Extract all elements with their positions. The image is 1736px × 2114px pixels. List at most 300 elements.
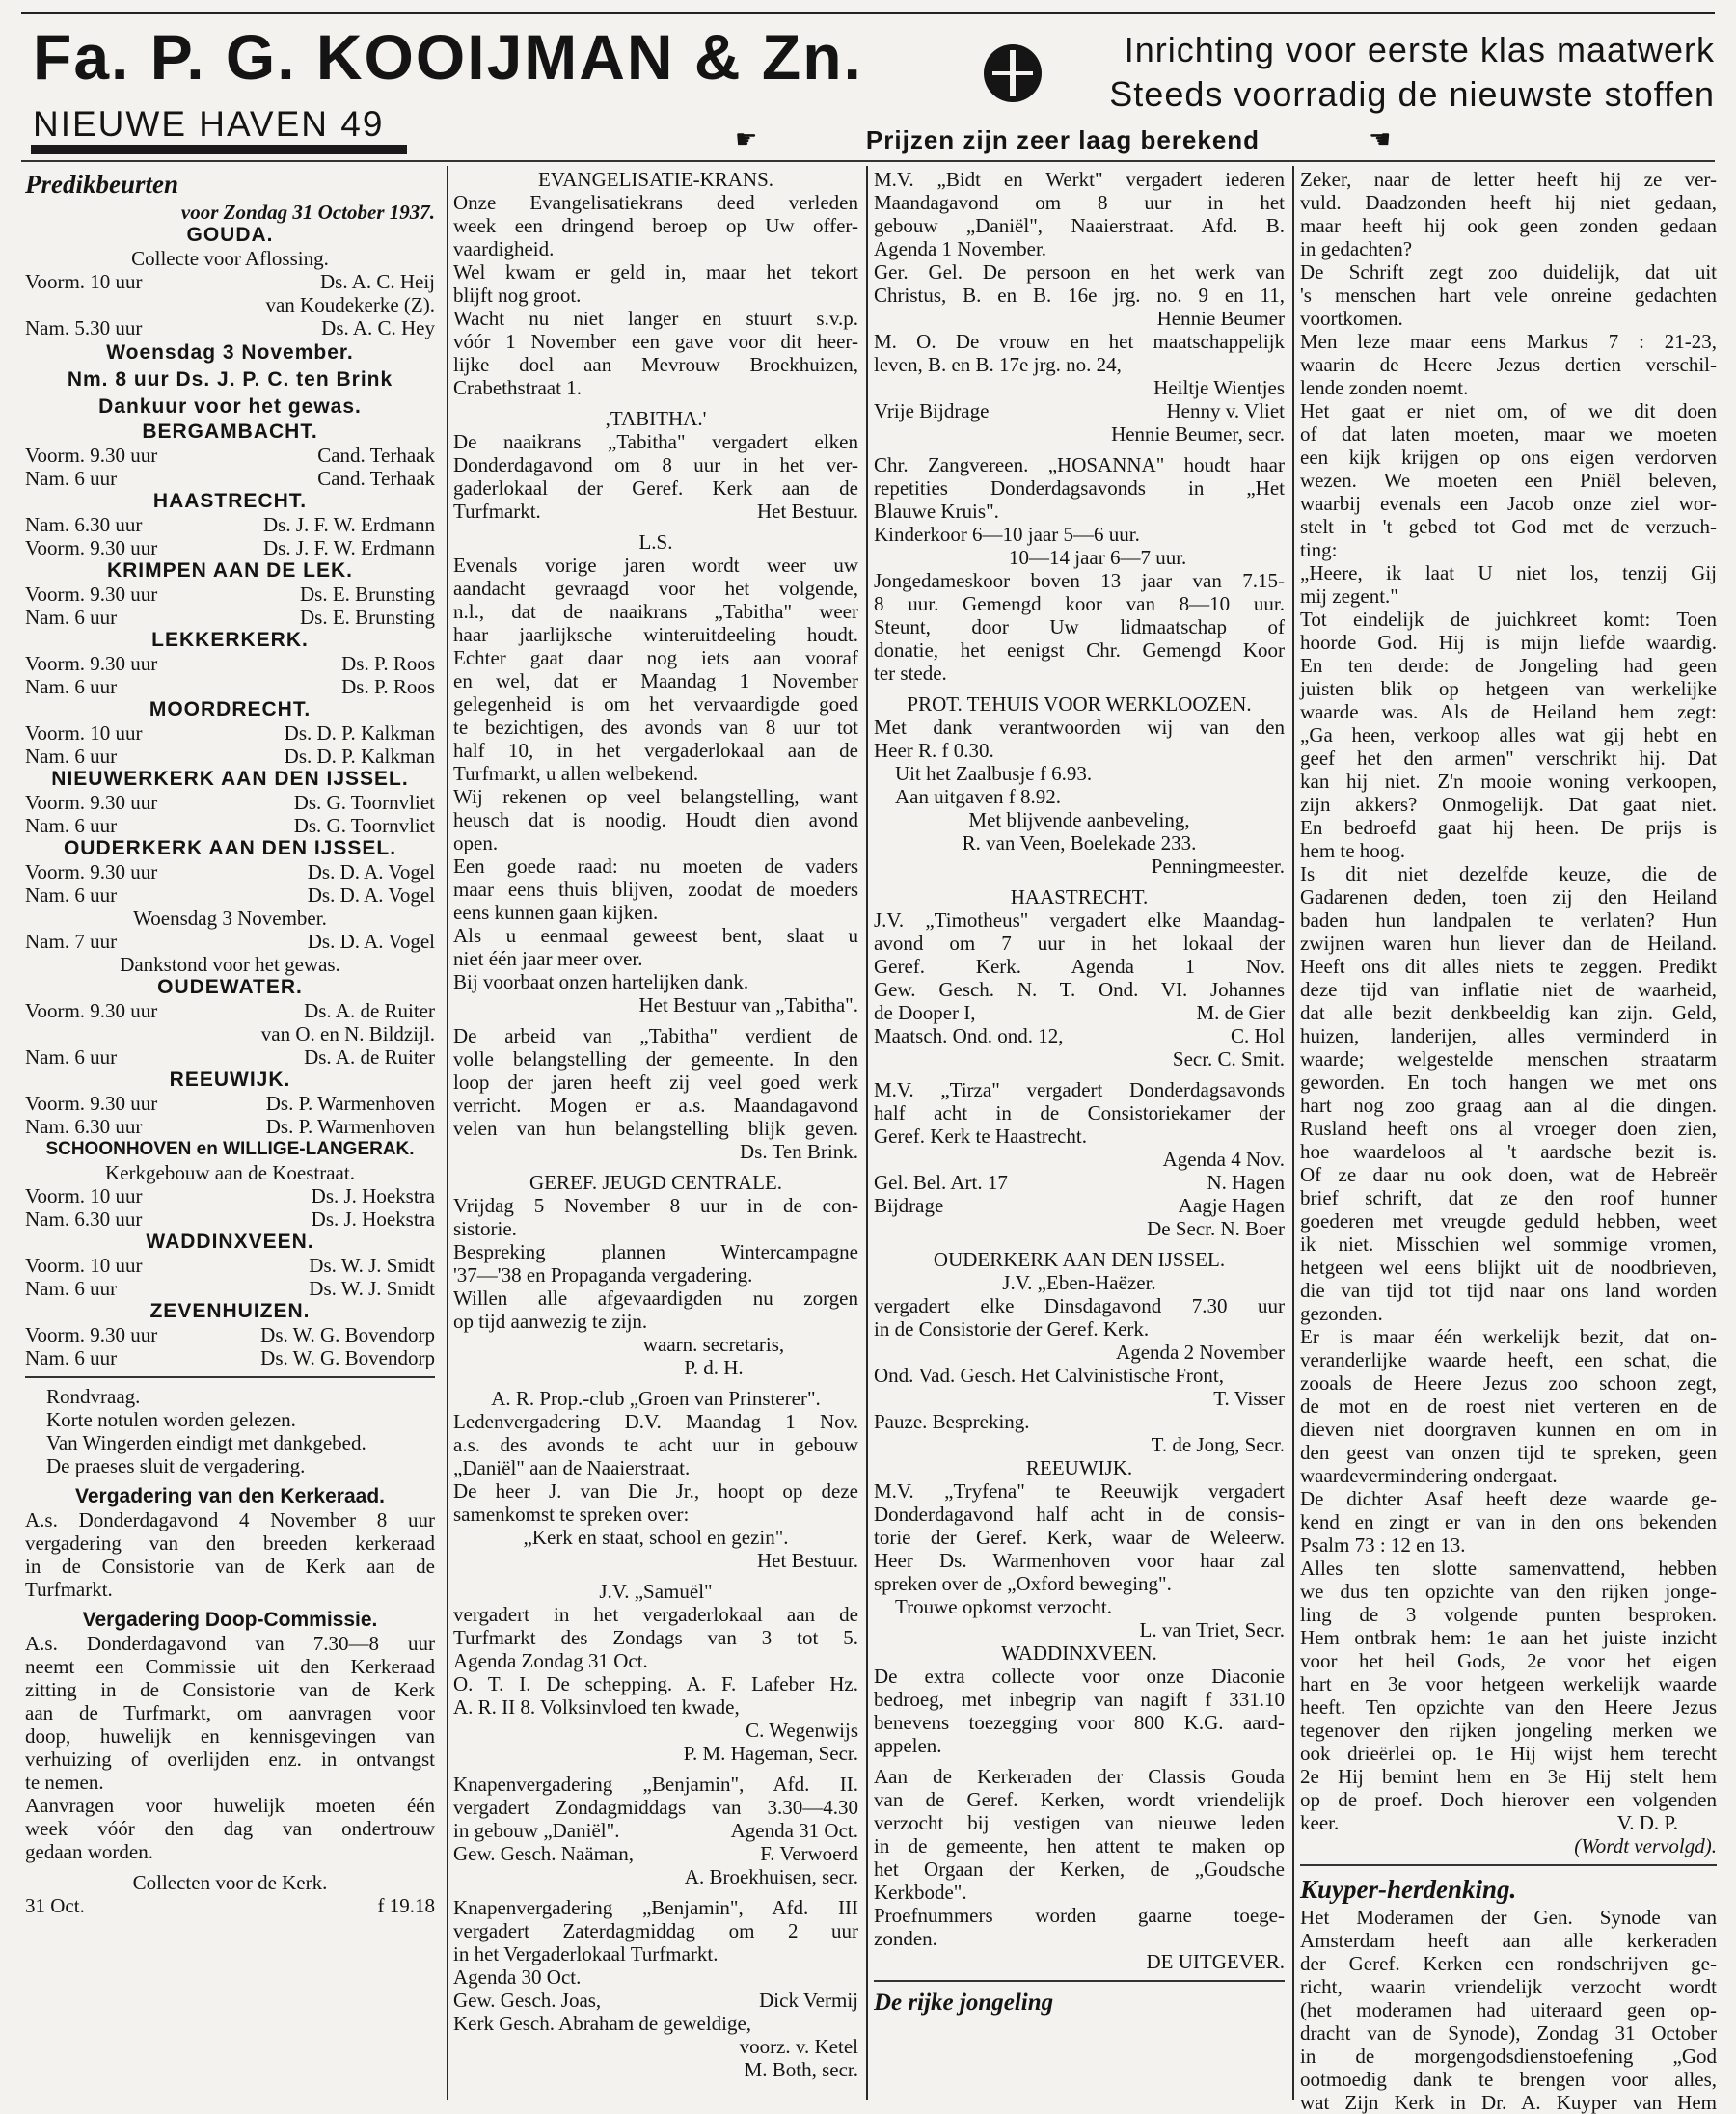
note-line: Van Wingerden eindigt met dankgebed. — [46, 1431, 366, 1454]
text-line: Geref. Kerk. Agenda 1 Nov. — [874, 955, 1285, 978]
text-line: vergadert elke Dinsdagavond 7.30 uur — [874, 1294, 1285, 1317]
service-row: Nam. 6.30 uur Ds. J. F. W. Erdmann — [25, 513, 435, 536]
text-line: appelen. — [874, 1734, 942, 1757]
text-line: dracht van de Synode), Zondag 31 October — [1300, 2021, 1717, 2045]
schedule-date: voor Zondag 31 October 1937. — [180, 201, 435, 224]
text-line: Agenda Zondag 31 Oct. — [453, 1649, 648, 1672]
text-line: Het gaat er niet om, of we dit doen — [1300, 399, 1717, 422]
service-row: Nam. 6 uur Ds. W. J. Smidt — [25, 1277, 435, 1300]
text-line: En bedroefd gaat hij heen. De prijs is — [1300, 816, 1717, 839]
article-signature-row: keer. V. D. P. — [1300, 1811, 1678, 1834]
section-divider — [1300, 1864, 1717, 1866]
text-line: Gew. Gesch. N. T. Ond. VI. Johannes — [874, 978, 1285, 1001]
signature: L. van Triet, Secr. — [1139, 1618, 1285, 1641]
text-line: die van tijd tot tijd naar ons land worden — [1300, 1279, 1717, 1302]
note-line: Korte notulen worden gelezen. — [46, 1408, 296, 1431]
text-line: De dichter Asaf heeft deze waarde ge- — [1300, 1487, 1717, 1510]
subheading: J.V. „Eben-Haëzer. — [1002, 1271, 1156, 1294]
text-line: waarde; welgestelde menschen straatarm — [1300, 1047, 1717, 1071]
place-heading: ZEVENHUIZEN. — [149, 1300, 311, 1322]
text-line: Agenda 30 Oct. — [453, 1965, 582, 1989]
signature-row: Turfmarkt. Het Bestuur. — [453, 500, 858, 523]
signature: voorz. v. Ketel — [739, 2035, 858, 2058]
text-line: veranderlijke waarde heeft, een schat, die — [1300, 1348, 1717, 1371]
text-line: gedaan worden. — [25, 1840, 153, 1863]
text-line: Heer Ds. Warmenhoven voor haar zal — [874, 1549, 1285, 1572]
service-row: Voorm. 10 uur Ds. A. C. Heij — [25, 270, 435, 293]
text-line: Ond. Vad. Gesch. Het Calvinistische Front, — [874, 1364, 1224, 1387]
text-line: een kijk krijgen op ons eigen verdorven — [1300, 446, 1717, 469]
text-line: a.s. des avonds te acht uur in gebouw — [453, 1433, 858, 1456]
text-line: Steunt, door Uw lidmaatschap of — [874, 615, 1285, 638]
service-row: Nam. 6 uur Cand. Terhaak — [25, 467, 435, 490]
text-line: (het moderamen had uiteraard geen op- — [1300, 1998, 1717, 2021]
service-row: Nam. 6 uur Ds. W. G. Bovendorp — [25, 1346, 435, 1369]
section-divider — [874, 1980, 1285, 1982]
text-line: maar eens thuis blijven, zoodat de moeders — [453, 878, 858, 901]
section-heading: Vergadering van den Kerkeraad. — [75, 1485, 385, 1507]
text-line: volle belangstelling der gemeente. In den — [453, 1047, 858, 1071]
text-line: Rusland heeft ons al vroeger doen zien, — [1300, 1117, 1717, 1140]
service-row: Nam. 6.30 uur Ds. J. Hoekstra — [25, 1207, 435, 1231]
text-line: we dus ten opzichte van den rijken jonge- — [1300, 1580, 1717, 1603]
text-line: samenkomst te spreken over: — [453, 1503, 690, 1526]
text-line: Een goede raad: nu moeten de vaders — [453, 854, 858, 878]
section-heading: A. R. Prop.-club „Groen van Prinsterer". — [491, 1387, 821, 1410]
text-line: Pauze. Bespreking. — [874, 1410, 1030, 1433]
text-line: Kerk Gesch. Abraham de geweldige, — [453, 2012, 752, 2035]
service-note: van Koudekerke (Z). — [265, 293, 435, 316]
text-line: velen van hun belangstelling blijk geven. — [453, 1117, 858, 1140]
text-line: te nemen. — [25, 1771, 104, 1794]
signature: De Secr. N. Boer — [1147, 1217, 1285, 1240]
service-row: Voorm. 10 uur Ds. D. P. Kalkman — [25, 721, 435, 745]
text-line: Donderdagavond om 8 uur in het ver- — [453, 453, 858, 476]
section-heading: WADDINXVEEN. — [1001, 1641, 1157, 1665]
place-heading: OUDEWATER. — [157, 976, 303, 998]
text-line: Amsterdam heeft aan alle kerkeraden — [1300, 1929, 1717, 1952]
text-line: Echter gaat daar nog iets aan vooraf — [453, 646, 858, 669]
text-line: half 10, in het vergaderlokaal aan de — [453, 739, 858, 762]
text-line: gebouw „Daniël", Naaierstraat. Afd. B. — [874, 214, 1285, 237]
text-line: Vrijdag 5 November 8 uur in de con- — [453, 1194, 858, 1217]
signature: Het Bestuur. — [757, 1549, 858, 1572]
signature: Agenda 2 November — [1116, 1341, 1285, 1364]
text-line: baden hun landpalen te verlaten? Hun — [1300, 908, 1717, 932]
text-line: in gedachten? — [1300, 237, 1413, 260]
weekday-heading: Woensdag 3 November. — [106, 341, 354, 364]
text-line: Blauwe Kruis". — [874, 500, 999, 523]
text-line: den geest van onzen tijd te spreken, geen — [1300, 1441, 1717, 1464]
text-line: ting: — [1300, 538, 1338, 561]
text-line: of dat laten moeten, maar we moeten — [1300, 422, 1717, 446]
address-underline — [31, 145, 407, 154]
column-announcements-1 — [453, 168, 858, 2100]
text-line: 's menschen hart vele onreine gedachten — [1300, 284, 1717, 307]
text-line: richt, waarin vriendelijk verzocht wordt — [1300, 1975, 1717, 1998]
place-heading: HAASTRECHT. — [152, 490, 308, 512]
text-line: Geref. Kerk te Haastrecht. — [874, 1125, 1087, 1148]
signature: P. d. H. — [684, 1356, 744, 1379]
text-line: Chr. Zangvereen. „HOSANNA" houdt haar — [874, 453, 1285, 476]
text-line: M. O. De vrouw en het maatschappelijk — [874, 330, 1285, 353]
text-line: Bij voorbaat onzen hartelijken dank. — [453, 970, 749, 993]
text-line: verzocht bij vestigen van nieuwe leden — [874, 1811, 1285, 1834]
place-heading: LEKKERKERK. — [151, 629, 309, 651]
text-line: half acht in de Consistoriekamer der — [874, 1101, 1285, 1125]
text-line: maar heeft hij ook geen zonden gedaan — [1300, 214, 1717, 237]
service-row: Nam. 6 uur Ds. G. Toornvliet — [25, 814, 435, 837]
place-heading: GOUDA. — [186, 224, 274, 246]
text-line: verhuizing of overlijden enz. in ontvangst — [25, 1748, 435, 1771]
text-line: Het Moderamen der Gen. Synode van — [1300, 1906, 1717, 1929]
signature: R. van Veen, Boelekade 233. — [962, 831, 1197, 854]
signature: Secr. C. Smit. — [1172, 1047, 1285, 1071]
text-line: en wel, dat er Maandag 1 November — [453, 669, 858, 692]
text-line: n.l., dat de naaikrans „Tabitha" weer — [453, 600, 858, 623]
text-line: O. T. I. De schepping. A. F. Lafeber Hz. — [453, 1672, 858, 1695]
place-heading: SCHOONHOVEN en WILLIGE-LANGERAK. — [45, 1139, 415, 1159]
article-title: Kuyper-herdenking. — [1300, 1875, 1517, 1904]
text-line: geef het den armen" verschrikt hij. Dat — [1300, 746, 1717, 770]
place-heading: KRIMPEN AAN DE LEK. — [106, 559, 354, 582]
text-line: waarbij evenals een Jacob onze ziel wor- — [1300, 492, 1717, 515]
text-line: De naaikrans „Tabitha" vergadert elken — [453, 430, 858, 453]
service-row: Voorm. 9.30 uur Ds. D. A. Vogel — [25, 860, 435, 883]
signature: Ds. Ten Brink. — [740, 1140, 858, 1163]
text-line: Turfmarkt. — [25, 1578, 113, 1601]
pointing-hand-icon: ☛ — [1368, 125, 1391, 153]
section-title: Predikbeurten — [25, 170, 178, 199]
continued-note: (Wordt vervolgd). — [1574, 1834, 1717, 1857]
text-line: doop, huwelijk en kennisgevingen van — [25, 1724, 435, 1748]
text-line: „Heere, ik laat U niet los, tenzij Gij — [1300, 561, 1717, 584]
text-line: zijn akkers? Onmogelijk. Dat gaat niet. — [1300, 793, 1717, 816]
agenda-row: de Dooper I, M. de Gier — [874, 1001, 1285, 1024]
text-line: De arbeid van „Tabitha" verdient de — [453, 1024, 858, 1047]
weekday-heading: Woensdag 3 November. — [133, 907, 327, 930]
text-line: verricht. Mogen er a.s. Maandagavond — [453, 1094, 858, 1117]
text-line: Trouwe opkomst verzocht. — [895, 1595, 1112, 1618]
text-line: 2e Hij bemint hem en 3e Hij stelt hem — [1300, 1765, 1717, 1788]
signature: Hennie Beumer — [1156, 307, 1285, 330]
text-line: waarin de Heere Jezus dertien verschil- — [1300, 353, 1717, 376]
kuyper-article-body — [1300, 1906, 1717, 2114]
collect-row: 31 Oct. f 19.18 — [25, 1894, 435, 1917]
section-divider — [25, 1376, 435, 1378]
text-line: van de Geref. Kerken, wordt vriendelijk — [874, 1788, 1285, 1811]
text-line: benevens toezegging voor 800 K.G. aard- — [874, 1711, 1285, 1734]
text-line: aan de Turfmarkt, om aanvragen voor — [25, 1701, 435, 1724]
text-line: Knapenvergadering „Benjamin", Afd. III — [453, 1896, 858, 1919]
text-line: in de Consistorie der Geref. Kerk. — [874, 1317, 1150, 1341]
text-line: M.V. „Tirza" vergadert Donderdagsavonds — [874, 1078, 1285, 1101]
text-line: lijke doel aan Mevrouw Broekhuizen, — [453, 353, 858, 376]
column-divider — [1292, 166, 1294, 2100]
service-row: Nam. 6 uur Ds. D. P. Kalkman — [25, 745, 435, 768]
text-line: Uit het Zaalbusje f 6.93. — [895, 762, 1093, 785]
text-line: J.V. „Timotheus" vergadert elke Maandag- — [874, 908, 1285, 932]
text-line: Aanvragen voor huwelijk moeten één — [25, 1794, 435, 1817]
section-heading: EVANGELISATIE-KRANS. — [537, 168, 774, 191]
text-line: repetities Donderdagsavonds in „Het — [874, 476, 1285, 500]
text-line: Is dit niet dezelfde keuze, die de — [1300, 862, 1717, 885]
section-heading: ,TABITHA.' — [605, 407, 707, 430]
text-line: hetgeen wel eens blijkt uit de noodbrieven, — [1300, 1256, 1717, 1279]
advertisement-banner — [21, 17, 1715, 157]
service-row: Voorm. 9.30 uur Ds. J. F. W. Erdmann — [25, 536, 435, 559]
service-row: Voorm. 9.30 uur Ds. W. G. Bovendorp — [25, 1323, 435, 1346]
section-heading: Vergadering Doop-Commissie. — [82, 1609, 378, 1631]
text-line: Gadarenen deden, toen zij den Heiland — [1300, 885, 1717, 908]
service-row: Voorm. 9.30 uur Ds. P. Roos — [25, 652, 435, 675]
text-line: zwijnen waren hun liever dan de Heiland. — [1300, 932, 1717, 955]
signature: waarn. secretaris, — [642, 1333, 785, 1356]
text-line: De heer J. van Die Jr., hoopt op deze — [453, 1479, 858, 1503]
text-line: vóór 1 November een gave voor dit heer- — [453, 330, 858, 353]
text-line: Zeker, naar de letter heeft hij ze ver- — [1300, 168, 1717, 191]
text-line: Aan de Kerkeraden der Classis Gouda — [874, 1765, 1285, 1788]
text-line: dat alle bezit denkbeeldig kan zijn. Geld, — [1300, 1001, 1717, 1024]
service-row: Voorm. 10 uur Ds. W. J. Smidt — [25, 1254, 435, 1277]
text-line: huizen, landerijen, alles verminderd in — [1300, 1024, 1717, 1047]
text-line: loop der jaren heeft zij veel goed werk — [453, 1071, 858, 1094]
service-row: Nam. 6 uur Ds. D. A. Vogel — [25, 883, 435, 907]
section-heading: OUDERKERK AAN DEN IJSSEL. — [933, 1248, 1226, 1271]
agenda-row: Maatsch. Ond. ond. 12, C. Hol — [874, 1024, 1285, 1047]
text-line: heeft. Ten opzichte van den Heere Jezus — [1300, 1695, 1717, 1719]
text-line: kan hij niet. Z'n mooie woning verkoopen, — [1300, 770, 1717, 793]
text-line: Onze Evangelisatiekrans deed verleden — [453, 191, 858, 214]
column-divider — [447, 166, 448, 2100]
text-line: M.V. „Tryfena" te Reeuwijk vergadert — [874, 1479, 1285, 1503]
text-line: mij zegent." — [1300, 584, 1398, 608]
text-line: A.s. Donderdagavond van 7.30—8 uur — [25, 1632, 435, 1655]
text-line: bedroeg, met inbegrip van nagift f 331.10 — [874, 1688, 1285, 1711]
text-line: sistorie. — [453, 1217, 517, 1240]
text-line: Met dank verantwoorden wij van den — [874, 716, 1285, 739]
thanks-service: Dankstond voor het gewas. — [120, 953, 340, 976]
text-line: Heeft ons dit alles niets te zeggen. Predikt — [1300, 955, 1717, 978]
text-line: De extra collecte voor onze Diaconie — [874, 1665, 1285, 1688]
text-line: donatie, het eenigst Chr. Gemengd Koor — [874, 638, 1285, 662]
header-divider — [21, 160, 1715, 162]
signature: Heiltje Wientjes — [1153, 376, 1285, 399]
text-line: Crabethstraat 1. — [453, 376, 582, 399]
text-line: Alles ten slotte samenvattend, hebben — [1300, 1557, 1717, 1580]
text-line: M.V. „Bidt en Werkt" vergadert iederen — [874, 168, 1285, 191]
text-line: geworden. En toch hangen we met ons — [1300, 1071, 1717, 1094]
text-line: A. R. II 8. Volksinvloed ten kwade, — [453, 1695, 740, 1719]
note-line: De praeses sluit de vergadering. — [46, 1454, 306, 1477]
signature: T. Visser — [1213, 1387, 1285, 1410]
text-line: Proefnummers worden gaarne toege- — [874, 1904, 1285, 1927]
text-line: En ten derde: de Jongeling had geen — [1300, 654, 1717, 677]
signature: M. Both, secr. — [744, 2058, 858, 2081]
section-heading: J.V. „Samuël" — [599, 1580, 713, 1603]
agenda-row: Vrije Bijdrage Henny v. Vliet — [874, 399, 1285, 422]
slogan-line-1: Inrichting voor eerste klas maatwerk — [1124, 30, 1715, 69]
text-line: heusch dat is noodig. Houdt dien avond — [453, 808, 858, 831]
text-line: zitting in de Consistorie van de Kerk — [25, 1678, 435, 1701]
text-line: gezonden. — [1300, 1302, 1383, 1325]
section-heading: REEUWIJK. — [1025, 1456, 1133, 1479]
text-line: torie der Geref. Kerk, waar de Weleerw. — [874, 1526, 1285, 1549]
text-line: aandacht gevraagd voor het volgende, — [453, 577, 858, 600]
place-heading: WADDINXVEEN. — [146, 1231, 314, 1253]
signature: P. M. Hageman, Secr. — [683, 1742, 858, 1765]
text-line: Heer R. f 0.30. — [874, 739, 994, 762]
company-address: NIEUWE HAVEN 49 — [33, 104, 385, 144]
text-line: vergadert Zondagmiddags van 3.30—4.30 — [453, 1796, 858, 1819]
text-line: vergadert Zaterdagmiddag om 2 uur — [453, 1919, 858, 1942]
text-line: „Ga heen, verkoop alles wat gij hebt en — [1300, 723, 1717, 746]
signature: Met blijvende aanbeveling, — [968, 808, 1190, 831]
service-row: Voorm. 10 uur Ds. J. Hoekstra — [25, 1184, 435, 1207]
service-row: Voorm. 9.30 uur Ds. G. Toornvliet — [25, 791, 435, 814]
text-line: ook drieërlei op. 1e Hij wijst hem terecht — [1300, 1742, 1717, 1765]
place-heading: MOORDRECHT. — [149, 698, 312, 720]
place-heading: NIEUWERKERK AAN DEN IJSSEL. — [51, 768, 409, 790]
prices-text: Prijzen zijn zeer laag berekend — [865, 125, 1261, 154]
text-line: in de Consistorie van de Kerk aan de — [25, 1555, 435, 1578]
section-heading: GEREF. JEUGD CENTRALE. — [529, 1171, 782, 1194]
signature: Penningmeester. — [1151, 854, 1285, 878]
text-line: voor het heil Gods, 2e voor het eigen — [1300, 1649, 1717, 1672]
text-line: Aan uitgaven f 8.92. — [895, 785, 1062, 808]
text-line: in de morgengodsdienstoefening „God — [1300, 2045, 1717, 2068]
text-line: vaardigheid. — [453, 237, 555, 260]
agenda-row: in gebouw „Daniël". Agenda 31 Oct. — [453, 1819, 858, 1842]
text-line: haar jaarlijksche winteruitdeeling houdt. — [453, 623, 858, 646]
agenda-row: Gel. Bel. Art. 17 N. Hagen — [874, 1171, 1285, 1194]
text-line: ootmoedig dank te brengen voor alles, — [1300, 2068, 1717, 2091]
signature: C. Wegenwijs — [746, 1719, 858, 1742]
signature: Hennie Beumer, secr. — [1111, 422, 1285, 446]
text-line: neemt een Commissie uit den Kerkeraad — [25, 1655, 435, 1678]
text-line: hem te hoog. — [1300, 839, 1406, 862]
text-line: eens kunnen gaan kijken. — [453, 901, 659, 924]
text-line: brief schrift, dat ze den roof hunner — [1300, 1186, 1717, 1209]
text-line: Willen alle afgevaardigden nu zorgen — [453, 1287, 858, 1310]
service-row: Voorm. 9.30 uur Ds. A. de Ruiter — [25, 999, 435, 1022]
text-line: kend en zingt er van in den ons bekenden — [1300, 1510, 1717, 1533]
top-border — [21, 12, 1715, 14]
text-line: Hem ontbrak hem: 1e aan het juiste inzicht — [1300, 1626, 1717, 1649]
service-row: Nam. 7 uur Ds. D. A. Vogel — [25, 930, 435, 953]
service-row: Voorm. 9.30 uur Ds. E. Brunsting — [25, 583, 435, 606]
text-line: Kinderkoor 6—10 jaar 5—6 uur. — [874, 523, 1140, 546]
prices-line — [735, 122, 1391, 156]
column-article — [1300, 168, 1717, 2114]
text-line: voortkomen. — [1300, 307, 1403, 330]
signature: Het Bestuur van „Tabitha". — [638, 993, 858, 1016]
signature: DE UITGEVER. — [1146, 1950, 1285, 1973]
text-line: zooals de Heere Jezus zoo schoon zegt, — [1300, 1371, 1717, 1395]
column-preaching-schedule — [25, 168, 435, 2100]
text-line: wezen. We moeten een Pniël beleven, — [1300, 469, 1717, 492]
thanks-service: Dankuur voor het gewas. — [98, 395, 362, 418]
service-row: Voorm. 9.30 uur Cand. Terhaak — [25, 444, 435, 467]
signature: Agenda 4 Nov. — [1162, 1148, 1285, 1171]
text-line: Turfmarkt des Zondags van 3 tot 5. — [453, 1626, 858, 1649]
text-line: hoorde God. Hij is mijn liefde waardig. — [1300, 631, 1717, 654]
section-heading: HAASTRECHT. — [1010, 885, 1149, 908]
text-line: blijft nog groot. — [453, 284, 582, 307]
text-line: op tijd aanwezig te zijn. — [453, 1310, 648, 1333]
text-line: niet één jaar meer over. — [453, 947, 643, 970]
text-line: Bespreking plannen Wintercampagne — [453, 1240, 858, 1263]
text-line: Ledenvergadering D.V. Maandag 1 Nov. — [453, 1410, 858, 1433]
text-line: spreken over de „Oxford beweging". — [874, 1572, 1172, 1595]
text-line: dieven niet doorgraven kunnen en om in — [1300, 1418, 1717, 1441]
text-line: „Daniël" aan de Naaierstraat. — [453, 1456, 691, 1479]
pointing-hand-icon: ☛ — [735, 125, 758, 153]
text-line: Ger. Gel. De persoon en het werk van — [874, 260, 1285, 284]
text-line: vuld. Daadzonden heeft hij niet gedaan, — [1300, 191, 1717, 214]
text-line: 8 uur. Gemengd koor van 8—10 uur. — [874, 592, 1285, 615]
text-line: Psalm 73 : 12 en 13. — [1300, 1533, 1466, 1557]
text-line: lende zonden noemt. — [1300, 376, 1469, 399]
text-line: Als u eenmaal geweest bent, slaat u — [453, 924, 858, 947]
text-line: Knapenvergadering „Benjamin", Afd. II. — [453, 1773, 858, 1796]
text-line: week vóór den dag van ondertrouw — [25, 1817, 435, 1840]
place-heading: BERGAMBACHT. — [142, 420, 318, 443]
text-line: week een dringend beroep op Uw offer- — [453, 214, 858, 237]
text-line: gaderlokaal der Geref. Kerk aan de — [453, 476, 858, 500]
article-title: De rijke jongeling — [874, 1990, 1054, 2016]
text-line: 10—14 jaar 6—7 uur. — [1009, 546, 1187, 569]
text-line: de mot en de roest niet verteren en de — [1300, 1395, 1717, 1418]
text-line: te bezichtigen, des avonds van 8 uur tot — [453, 716, 858, 739]
weekday-service: Nm. 8 uur Ds. J. P. C. ten Brink — [67, 368, 393, 391]
text-line: Wacht nu niet langer en stuurt s.v.p. — [453, 307, 858, 330]
service-row: Nam. 6 uur Ds. P. Roos — [25, 675, 435, 698]
text-line: Evenals vorige jaren wordt weer uw — [453, 554, 858, 577]
service-row: Nam. 6 uur Ds. A. de Ruiter — [25, 1045, 435, 1069]
text-line: stelt in 't gebed tot God met de verzuch- — [1300, 515, 1717, 538]
slogan-line-2: Steeds voorradig de nieuwste stoffen — [1109, 74, 1715, 114]
text-line: Jongedameskoor boven 13 jaar van 7.15- — [874, 569, 1285, 592]
service-row: Voorm. 9.30 uur Ds. P. Warmenhoven — [25, 1092, 435, 1115]
agenda-row: Gew. Gesch. Naäman, F. Verwoerd — [453, 1842, 858, 1865]
text-line: Wij rekenen op veel belangstelling, want — [453, 785, 858, 808]
text-line: Tot eindelijk de juichkreet komt: Toen — [1300, 608, 1717, 631]
text-line: „Kerk en staat, school en gezin". — [523, 1526, 789, 1549]
text-line: avond om 7 uur in het lokaal der — [874, 932, 1285, 955]
text-line: Wel kwam er geld in, maar het tekort — [453, 260, 858, 284]
text-line: goederen met vreugde geduld hebben, weet — [1300, 1209, 1717, 1233]
text-line: deze tijd van inflatie niet de waarheid, — [1300, 978, 1717, 1001]
signature: A. Broekhuisen, secr. — [684, 1865, 858, 1888]
text-line: Of ze daar nu ook doen, wat de Hebreër — [1300, 1163, 1717, 1186]
section-heading: Collecten voor de Kerk. — [132, 1871, 328, 1894]
service-note: van O. en N. Bildzijl. — [260, 1022, 435, 1045]
column-announcements-2 — [874, 168, 1285, 2100]
place-heading: REEUWIJK. — [169, 1069, 291, 1091]
text-line: Maandagavond om 8 uur in het — [874, 191, 1285, 214]
text-line: vergadert in het vergaderlokaal aan de — [453, 1603, 858, 1626]
text-line: hart nog zoo graag aan al die dingen. — [1300, 1094, 1717, 1117]
text-line: Kerkbode". — [874, 1881, 967, 1904]
text-line: Er is maar één werkelijk bezit, dat on- — [1300, 1325, 1717, 1348]
text-line: Agenda 1 November. — [874, 237, 1047, 260]
text-line: De Schrift zegt zoo duidelijk, dat uit — [1300, 260, 1717, 284]
church-note: Kerkgebouw aan de Koestraat. — [105, 1161, 355, 1184]
cross-circle-logo-icon — [984, 44, 1042, 102]
article-body — [1300, 168, 1717, 1811]
text-line: ter stede. — [874, 662, 947, 685]
